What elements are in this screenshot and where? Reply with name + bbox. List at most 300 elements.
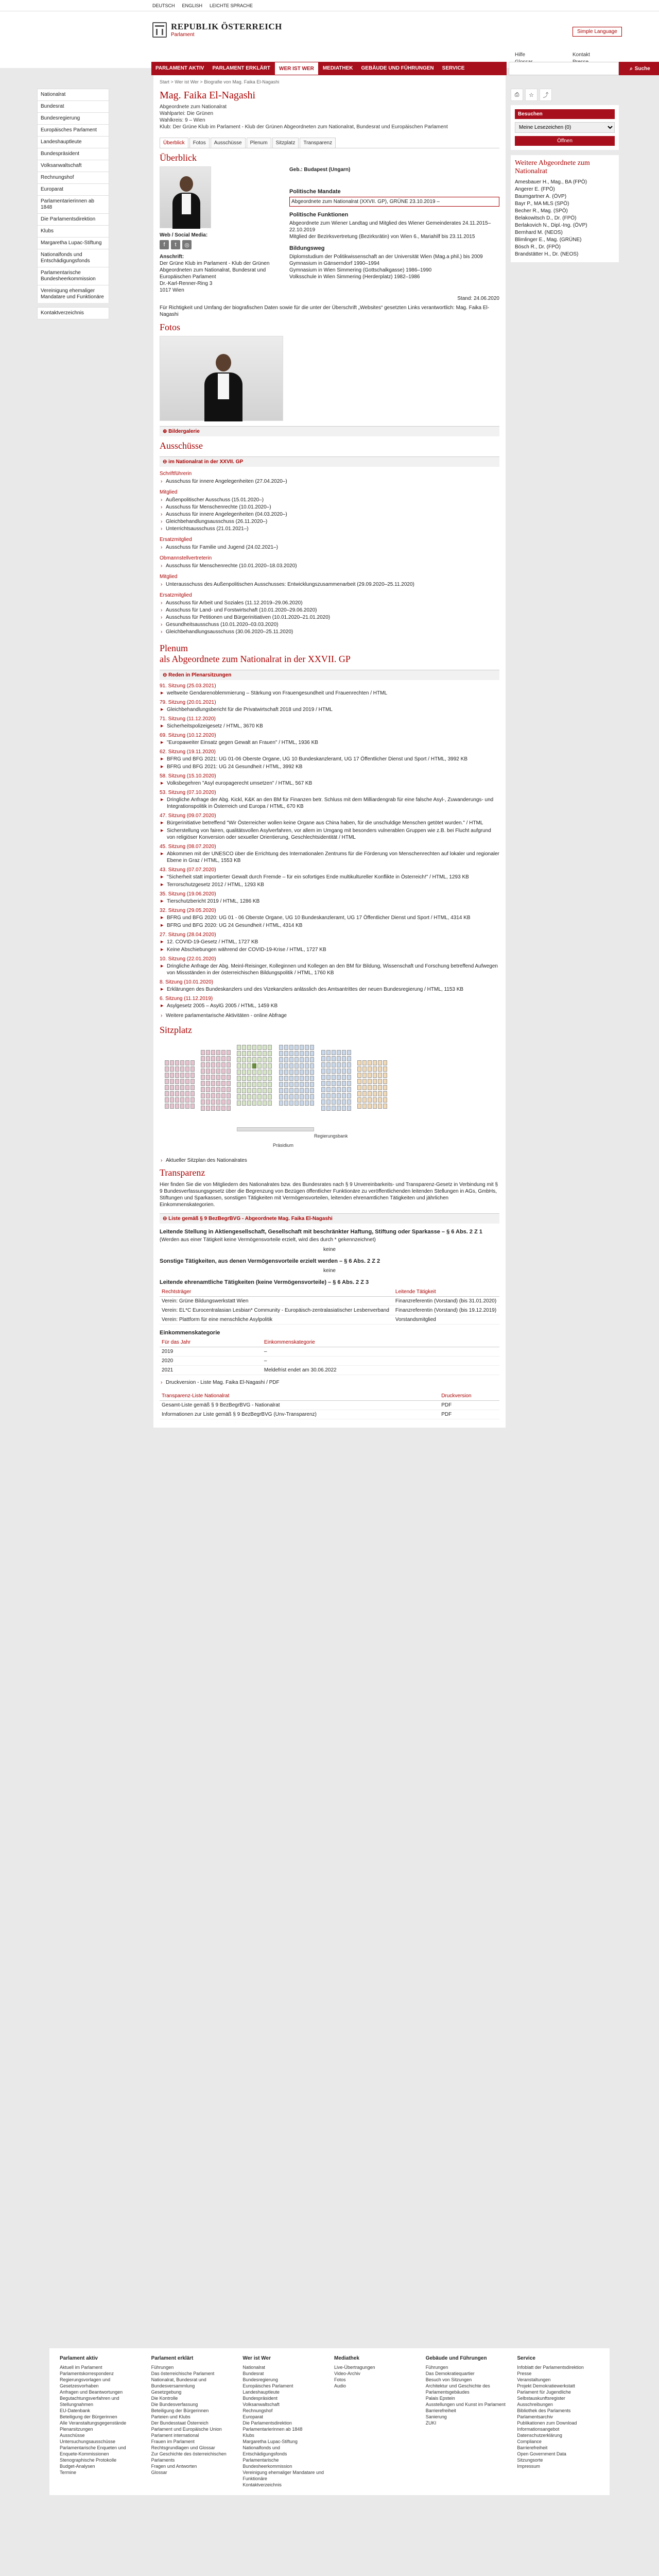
search-button-label: Suche [634, 65, 650, 72]
seat [294, 1051, 299, 1056]
sitting-head[interactable]: 45. Sitzung (08.07.2020) [160, 844, 216, 850]
facebook-icon[interactable]: f [160, 240, 169, 249]
sitting-head[interactable]: 69. Sitzung (10.12.2020) [160, 733, 216, 738]
tab-ueberblick[interactable]: Überblick [160, 138, 188, 148]
sitting-head[interactable]: 32. Sitzung (29.05.2020) [160, 908, 216, 913]
druck-link[interactable]: › Druckversion - Liste Mag. Faika El-Nagashi / PDF [160, 1379, 499, 1386]
footer-link[interactable]: Ausstellungen und Kunst im Parlament [425, 2402, 506, 2407]
seat [263, 1057, 267, 1062]
birth-info: Geb.: Budapest (Ungarn) [289, 167, 351, 173]
gallery-photo[interactable] [160, 336, 283, 421]
leftnav-item[interactable]: Nationalfonds und Entschädigungsfonds [37, 249, 109, 267]
sitzplatz-title: Sitzplatz [160, 1025, 192, 1035]
education-entry: Gymnasium in Wien Simmering (Gottschalkgasse) 1986–1990 [289, 267, 432, 273]
leitende-note: (Werden aus einer Tätigkeit keine Vermögensvorteile erzielt, wird dies durch * gekennzeichnet) [160, 1237, 376, 1243]
address-line: Der Grüne Klub im Parlament - Klub der Grünen Abgeordneten zum Nationalrat, Bundesrat und Europäischen Parlament [160, 261, 270, 280]
footer-link[interactable]: Kontaktverzeichnis [242, 2482, 282, 2487]
speech-item[interactable]: ▶ Sicherstellung von fairen, qualitätsvollen Asylverfahren, vor allem im Umgang mit besonders vulnerablen Gruppen wie z.B. bei Flucht aufgrund von religiöser Konversion oder sexueller Orientierung, Geschlechtsidentität / HTML [160, 827, 499, 841]
liste-accordion[interactable]: ⊖ Liste gemäß § 9 BezBegrBVG - Abgeordnete Mag. Faika El-Nagashi [160, 1213, 499, 1224]
left-nav [37, 89, 109, 319]
sitting-head[interactable]: 71. Sitzung (11.12.2020) [160, 716, 216, 722]
seat [190, 1104, 195, 1109]
committee-item[interactable]: › Ausschuss für Arbeit und Soziales (11.12.2019–29.06.2020) [160, 600, 499, 607]
sitting-head[interactable]: 58. Sitzung (15.10.2020) [160, 773, 216, 779]
footer-link[interactable]: Bibliothek des Parlaments [517, 2408, 571, 2413]
leftnav-item[interactable]: Europäisches Parlament [37, 124, 109, 136]
sitting-head[interactable]: 43. Sitzung (07.07.2020) [160, 867, 216, 873]
committee-item[interactable]: › Ausschuss für Familie und Jugend (24.02.2021–) [160, 544, 499, 551]
seat [284, 1063, 288, 1069]
footer-link[interactable]: Compliance [517, 2439, 542, 2444]
sitting-head[interactable]: 6. Sitzung (11.12.2019) [160, 996, 213, 1002]
speech-item[interactable]: ▶ Terrorschutzgesetz 2012 / HTML, 1293 KB [160, 882, 499, 888]
footer-column-title[interactable]: Wer ist Wer [242, 2355, 271, 2361]
other-member-link[interactable]: Bösch R., Dr. (FPÖ) [515, 244, 561, 250]
footer-column-title[interactable]: Mediathek [334, 2355, 359, 2361]
committee-item[interactable]: › Gesundheitsausschuss (10.01.2020–03.03.2020) [160, 621, 499, 629]
leftnav-item[interactable]: Bundesrat [37, 100, 109, 112]
leftnav-item[interactable]: Klubs [37, 225, 109, 237]
nav-gebaeude[interactable]: GEBÄUDE UND FÜHRUNGEN [361, 65, 434, 71]
footer-link[interactable]: Parlament international [151, 2433, 199, 2438]
education-entry: Volksschule in Wien Simmering (Herderplatz) 1982–1986 [289, 274, 420, 280]
seat [185, 1091, 189, 1096]
footer-link[interactable]: Budget-Analysen [60, 2464, 95, 2469]
speech-item[interactable]: ▶ Asylgesetz 2005 – AsylG 2005 / HTML, 1459 KB [160, 1003, 499, 1009]
seat [347, 1056, 351, 1061]
other-member-link[interactable]: Belakowitsch D., Dr. (FPÖ) [515, 215, 577, 221]
seat [383, 1104, 387, 1109]
footer-link[interactable]: Rechnungshof [242, 2408, 273, 2413]
footer-link[interactable]: Nationalfonds und Entschädigungsfonds [242, 2445, 287, 2456]
footer-column-title[interactable]: Gebäude und Führungen [425, 2355, 487, 2361]
cell: – [262, 1357, 499, 1366]
seat [289, 1082, 293, 1087]
footer-link[interactable]: Landeshauptleute [242, 2389, 280, 2395]
footer-column-title[interactable]: Service [517, 2355, 535, 2361]
speech-item[interactable]: ▶ BFRG und BFG 2021: UG 01-06 Oberste Organe, UG 10 Bundeskanzleramt, UG 17 Öffentlicher Dienst und Sport / HTML, 3992 KB [160, 756, 499, 762]
footer-link[interactable]: Der Bundesstaat Österreich [151, 2420, 209, 2426]
seat [185, 1085, 189, 1090]
footer-link[interactable]: Informationsangebot [517, 2427, 560, 2432]
footer-link[interactable]: Das Demokratiequartier [425, 2371, 475, 2376]
footer-link[interactable]: Alle Veranstaltungsgegenstände [60, 2420, 127, 2426]
footer-link[interactable]: Architektur und Geschichte des Parlamentsgebäudes [425, 2383, 490, 2395]
tab-plenum[interactable]: Plenum [247, 138, 271, 148]
footer-link[interactable]: Frauen im Parlament [151, 2439, 195, 2444]
seat [373, 1079, 377, 1084]
other-member-link[interactable]: Becher R., Mag. (SPÖ) [515, 208, 568, 214]
speech-item[interactable]: ▶ Gleichbehandlungsbericht für die Privatwirtschaft 2018 und 2019 / HTML [160, 706, 499, 713]
main-nav [151, 62, 507, 75]
speech-item[interactable]: ▶ Tierschutzbericht 2019 / HTML, 1286 KB [160, 898, 499, 905]
role-label: Ersatzmitglied [160, 537, 192, 543]
footer-link[interactable]: Open Government Data [517, 2451, 566, 2456]
seat [211, 1087, 215, 1092]
leftnav-item[interactable]: Landeshauptleute [37, 136, 109, 148]
pdf-link[interactable]: PDF [439, 1401, 499, 1410]
speech-item[interactable]: ▶ Keine Abschiebungen während der COVID-19-Krise / HTML, 1727 KB [160, 946, 499, 953]
seat [300, 1082, 304, 1087]
footer-link[interactable]: Video-Archiv [334, 2371, 360, 2376]
seat [216, 1099, 220, 1105]
tab-sitzplatz[interactable]: Sitzplatz [272, 138, 299, 148]
seat [321, 1050, 325, 1055]
leftnav-item[interactable]: Parlamentarierinnen ab 1848 [37, 195, 109, 213]
footer-column-title[interactable]: Parlament aktiv [60, 2355, 98, 2361]
speech-item[interactable]: ▶ BFRG und BFG 2020: UG 24 Gesundheit / HTML, 4314 KB [160, 922, 499, 929]
footer-link[interactable]: Führungen [425, 2365, 448, 2370]
download-link[interactable]: Informationen zur Liste gemäß § 9 BezBegrBVG (Unv-Transparenz) [160, 1410, 439, 1419]
footer-link[interactable]: Untersuchungsausschüsse [60, 2439, 116, 2444]
committee-item[interactable]: › Unterausschuss des Außenpolitischen Ausschusses: Entwicklungszusammenarbeit (29.09.2020–25.11.2020) [160, 581, 499, 588]
footer-link[interactable]: Selbstauskunftsregister [517, 2396, 565, 2401]
footer-link[interactable]: Nationalrat, Bundesrat und Bundesversammlung [151, 2377, 206, 2388]
language-bar [0, 0, 659, 11]
footer-link[interactable]: Regierungsvorlagen und Gesetzesvorhaben [60, 2377, 111, 2388]
tab-fotos[interactable]: Fotos [189, 138, 210, 148]
footer-link[interactable]: Palais Epstein [425, 2396, 455, 2401]
footer-link[interactable]: Stenographische Protokolle [60, 2458, 117, 2463]
sitting-head[interactable]: 10. Sitzung (22.01.2020) [160, 956, 216, 962]
speech-item[interactable]: ▶ Sicherheitspolizeigesetz / HTML, 3670 KB [160, 723, 499, 730]
footer-link[interactable]: Fotos [334, 2377, 346, 2382]
seat [227, 1099, 231, 1105]
footer-link[interactable]: Sitzungsorte [517, 2458, 543, 2463]
sitting-head[interactable]: 53. Sitzung (07.10.2020) [160, 790, 216, 795]
committee-item[interactable]: › Ausschuss für Land- und Forstwirtschaft (10.01.2020–29.06.2020) [160, 607, 499, 614]
seat [257, 1057, 262, 1062]
praesidium-label: Präsidium [273, 1143, 294, 1148]
sitting-head[interactable]: 62. Sitzung (19.11.2020) [160, 749, 216, 755]
seat [342, 1087, 346, 1092]
seat [190, 1085, 195, 1090]
speech-item[interactable]: ▶ Abkommen mit der UNESCO über die Errichtung des Internationalen Zentrums für die Förderung von Menschenrechten auf lokaler und regionaler Ebene in Graz / HTML, 1553 KB [160, 851, 499, 864]
seat [180, 1066, 184, 1072]
footer-link[interactable]: Parlamentarische Bundesheerkommission [242, 2458, 292, 2469]
sitting-head[interactable]: 27. Sitzung (28.04.2020) [160, 932, 216, 938]
other-member-link[interactable]: Amesbauer H., Mag., BA (FPÖ) [515, 179, 587, 185]
footer-link[interactable]: Veranstaltungen [517, 2377, 551, 2382]
speech-item[interactable]: ▶ weltweite Gendarenoblemmierung – Stärkung von Frauengesundheit und Frauenrechten / HTML [160, 690, 499, 697]
nav-wer-ist-wer[interactable]: WER IST WER [274, 62, 319, 75]
seat [185, 1073, 189, 1078]
footer-link[interactable]: EU-Datenbank [60, 2408, 91, 2413]
seat [321, 1075, 325, 1080]
footer-link[interactable]: Publikationen zum Download [517, 2420, 577, 2426]
logo-subtitle: Parlament [171, 32, 195, 38]
logo[interactable] [152, 22, 282, 38]
footer-link[interactable]: Klubs [242, 2433, 254, 2438]
footer-link[interactable]: Parlamentsarchiv [517, 2414, 553, 2419]
search-input[interactable] [509, 62, 619, 75]
seat [294, 1070, 299, 1075]
sitting-head[interactable]: 47. Sitzung (09.07.2020) [160, 813, 216, 819]
nav-mediathek[interactable]: MEDIATHEK [322, 65, 353, 71]
footer-link[interactable]: Margaretha Lupac-Stiftung [242, 2439, 298, 2444]
committee-item[interactable]: › Ausschuss für Menschenrechte (10.01.2020–) [160, 504, 499, 511]
footer-link[interactable]: Parlamentarierinnen ab 1848 [242, 2427, 303, 2432]
footer-link[interactable]: Volksanwaltschaft [242, 2402, 280, 2407]
seat [190, 1079, 195, 1084]
speech-item[interactable]: ▶ 12. COVID-19-Gesetz / HTML, 1727 KB [160, 939, 499, 945]
seat [357, 1060, 361, 1065]
footer-link[interactable]: Termine [60, 2470, 77, 2475]
open-button[interactable]: Öffnen [515, 136, 615, 146]
footer-link[interactable]: Glossar [151, 2470, 167, 2475]
download-link[interactable]: Gesamt-Liste gemäß § 9 BezBegrBVG - Nationalrat [160, 1401, 439, 1410]
nav-parlament-aktiv[interactable]: PARLAMENT AKTIV [155, 65, 204, 71]
seat [321, 1087, 325, 1092]
reden-accordion[interactable]: ⊖ Reden in Plenarsitzungen [160, 670, 499, 680]
search-button[interactable] [619, 62, 659, 75]
committee-item[interactable]: › Ausschuss für innere Angelegenheiten (27.04.2020–) [160, 478, 499, 485]
instagram-icon[interactable]: ◎ [182, 240, 192, 249]
seat [242, 1082, 246, 1087]
other-member-link[interactable]: Brandstätter H., Dr. (NEOS) [515, 251, 579, 257]
seat [378, 1104, 382, 1109]
footer-link[interactable]: Rechtsgrundlagen und Glossar [151, 2445, 215, 2450]
seat [201, 1075, 205, 1080]
seat [289, 1057, 293, 1062]
leftnav-item[interactable]: Margaretha Lupac-Stiftung [37, 237, 109, 249]
speech-item[interactable]: ▶ "Sicherheit statt importierter Gewalt durch Fremde – für ein sofortiges Ende multikultureller Konflikte in Österreich!" / HTML, 1293 KB [160, 874, 499, 880]
committee-item[interactable]: › Ausschuss für Petitionen und Bürgerinitiativen (10.01.2020–21.01.2020) [160, 614, 499, 621]
speech-item[interactable]: ▶ BFRG und BFG 2020: UG 01 - 06 Oberste Organe, UG 10 Bundeskanzleramt, UG 17 Öffentlicher Dienst und Sport / HTML, 4314 KB [160, 914, 499, 921]
footer-link[interactable]: Die Kontrolle [151, 2396, 178, 2401]
seat [337, 1050, 341, 1055]
print-icon[interactable]: ⎙ [511, 89, 523, 101]
seat [185, 1079, 189, 1084]
seat [175, 1079, 179, 1084]
leftnav-item[interactable]: Bundesregierung [37, 112, 109, 124]
footer-link[interactable]: Parteien und Klubs [151, 2414, 190, 2419]
footer-link[interactable]: Bundespräsident [242, 2396, 278, 2401]
seat [284, 1076, 288, 1081]
leftnav-contact[interactable]: Kontaktverzeichnis [37, 307, 109, 319]
seat [279, 1100, 283, 1106]
footer-link[interactable]: Parlament und Europäische Union [151, 2427, 222, 2432]
seat [268, 1070, 272, 1075]
ausschuesse-accordion[interactable]: ⊖ im Nationalrat in der XXVII. GP [160, 456, 499, 467]
footer-link[interactable]: Die Bundesverfassung [151, 2402, 198, 2407]
responsibility-note: Für Richtigkeit und Umfang der biografischen Daten sowie für die unter der Überschrift „Websites“ gesetzten Links verantwortlich: Mag. Faika El-Nagashi [160, 305, 490, 317]
footer-link[interactable]: Fragen und Antworten [151, 2464, 197, 2469]
table-row [160, 1357, 499, 1366]
share-icon[interactable]: ⤴ [540, 89, 552, 101]
footer-link[interactable]: Ausschreibungen [517, 2402, 553, 2407]
seat [206, 1081, 210, 1086]
leftnav-item[interactable]: Europarat [37, 183, 109, 195]
other-member-link[interactable]: Berlakovich N., Dipl.-Ing. (ÖVP) [515, 223, 587, 228]
footer-link[interactable]: Begutachtungsverfahren und Stellungnahmen [60, 2396, 119, 2407]
footer-link[interactable]: Barrierefreiheit [517, 2445, 548, 2450]
seat [206, 1062, 210, 1067]
speech-item[interactable]: ▶ Dringliche Anfrage der Abg. Kickl, K&K an den BM für Finanzen betr. Schluss mit dem Milliardengrab für eine falsche Asyl-, Zuwanderungs- und Integrationspolitik in Österreich und Europa / HTML, 670 KB [160, 796, 499, 810]
tab-ausschuesse[interactable]: Ausschüsse [211, 138, 246, 148]
tab-transparenz[interactable]: Transparenz [300, 138, 336, 148]
footer-link[interactable]: Zur Geschichte des österreichischen Parlaments [151, 2451, 227, 2463]
help-link[interactable]: Hilfe [515, 52, 526, 58]
footer-link[interactable]: Beteiligung der Bürgerinnen [151, 2408, 209, 2413]
seat [170, 1066, 174, 1072]
speech-item[interactable]: ▶ Bürgerinitiative betreffend "Wir Österreicher wollen keine Organe aus China haben, für die unschuldige Menschen getötet wurden." / HTML [160, 820, 499, 826]
other-member-link[interactable]: Bayr P., MA MLS (SPÖ) [515, 201, 569, 207]
footer-link[interactable]: Führungen [151, 2365, 174, 2370]
seat [211, 1062, 215, 1067]
seat [310, 1057, 314, 1062]
seat [362, 1091, 367, 1096]
bookmark-icon[interactable]: ☆ [525, 89, 537, 101]
weitere-link[interactable]: › Weitere parlamentarische Aktivitäten - online Abfrage [160, 1012, 499, 1020]
seat [242, 1100, 246, 1106]
footer-link[interactable]: Europäisches Parlament [242, 2383, 293, 2388]
portrait-photo[interactable] [160, 166, 211, 228]
seat [252, 1100, 256, 1106]
speech-item[interactable]: ▶ BFRG und BFG 2021: UG 24 Gesundheit / HTML, 3992 KB [160, 764, 499, 770]
seat [257, 1051, 262, 1056]
seat [362, 1104, 367, 1109]
lang-easy-link[interactable]: LEICHTE SPRACHE [210, 3, 253, 8]
seat [305, 1094, 309, 1099]
seat [227, 1093, 231, 1098]
sitting-head[interactable]: 35. Sitzung (19.06.2020) [160, 891, 216, 897]
seat [180, 1079, 184, 1084]
seat [378, 1060, 382, 1065]
footer-link[interactable]: Aktuell im Parlament [60, 2365, 102, 2370]
leftnav-item[interactable]: Parlamentarische Bundesheerkommission [37, 267, 109, 285]
committee-item[interactable]: › Gleichbehandlungsausschuss (26.11.2020–) [160, 518, 499, 526]
other-member-link[interactable]: Angerer E. (FPÖ) [515, 187, 555, 192]
footer-link[interactable]: Vereinigung ehemaliger Mandatare und Funktionäre [242, 2470, 324, 2481]
own-seat [252, 1063, 256, 1069]
twitter-icon[interactable]: t [171, 240, 180, 249]
seat [185, 1104, 189, 1109]
right-column [511, 89, 619, 267]
committee-item[interactable]: › Gleichbehandlungsausschuss (30.06.2020–25.11.2020) [160, 629, 499, 636]
bildergalerie-link[interactable]: ⊕ Bildergalerie [160, 426, 499, 436]
seat [337, 1093, 341, 1098]
sitting-head[interactable]: 91. Sitzung (25.03.2021) [160, 683, 216, 689]
committee-item[interactable]: › Unterrichtsausschuss (21.01.2021–) [160, 526, 499, 533]
main-content [153, 75, 506, 1428]
seat [368, 1060, 372, 1065]
sitzplan-link[interactable]: › Aktueller Sitzplan des Nationalrates [160, 1157, 499, 1164]
footer-link[interactable]: Besuch von Sitzungen [425, 2377, 472, 2382]
footer-link[interactable]: Projekt Demokratiewerkstatt [517, 2383, 575, 2388]
footer-link[interactable]: Bundesrat [242, 2371, 264, 2376]
seat [347, 1075, 351, 1080]
speech-item[interactable]: ▶ Volksbegehren "Asyl europagerecht umsetzen" / HTML, 567 KB [160, 780, 499, 787]
speech-item[interactable]: ▶ Dringliche Anfrage der Abg. Meinl-Reisinger, Kolleginnen und Kollegen an den BM für Bildung, Wissenschaft und Forschung betreffend Aufwegen von Missständen in der österreichischen Bildungspolitik / HTML, 1760 KB [160, 963, 499, 976]
other-member-link[interactable]: Bernhard M. (NEOS) [515, 230, 563, 235]
seat [294, 1063, 299, 1069]
seat [221, 1075, 226, 1080]
footer-link[interactable]: ZUKI [425, 2420, 437, 2426]
seat [300, 1063, 304, 1069]
leftnav-item[interactable]: Die Parlamentsdirektion [37, 213, 109, 225]
footer-link[interactable]: Parlamentarische Enqueten und Enquete-Kommissionen [60, 2445, 126, 2456]
lang-en-link[interactable]: ENGLISH [182, 3, 203, 8]
seat [321, 1093, 325, 1098]
leftnav-item[interactable]: Rechnungshof [37, 172, 109, 183]
footer-link[interactable]: Live-Übertragungen [334, 2365, 375, 2370]
simple-language-button[interactable]: Simple Language [573, 27, 622, 37]
seat [310, 1082, 314, 1087]
nav-service[interactable]: SERVICE [442, 65, 465, 71]
seat [279, 1076, 283, 1081]
lang-de-link[interactable]: DEUTSCH [152, 3, 175, 8]
footer-link[interactable]: Die Parlamentsdirektion [242, 2420, 292, 2426]
seat [347, 1050, 351, 1055]
footer-link[interactable]: Bundesregierung [242, 2377, 278, 2382]
committee-item[interactable]: › Ausschuss für innere Angelegenheiten (04.03.2020–) [160, 511, 499, 518]
seat [263, 1082, 267, 1087]
footer-link[interactable]: Europarat [242, 2414, 263, 2419]
leftnav-item[interactable]: Volksanwaltschaft [37, 160, 109, 172]
footer-link[interactable]: Parlamentskorrespondenz [60, 2371, 114, 2376]
footer-link[interactable]: Infoblatt der Parlamentsdirektion [517, 2365, 584, 2370]
seat [237, 1100, 241, 1106]
leftnav-item[interactable]: Nationalrat [37, 89, 109, 100]
sitting-head[interactable]: 79. Sitzung (20.01.2021) [160, 700, 216, 705]
nav-parlament-erklaert[interactable]: PARLAMENT ERKLÄRT [212, 65, 271, 71]
speech-item[interactable]: ▶ "Europaweiter Einsatz gegen Gewalt an Frauen" / HTML, 1936 KB [160, 739, 499, 746]
seat [300, 1045, 304, 1050]
contact-link[interactable]: Kontakt [573, 52, 590, 58]
pdf-link[interactable]: PDF [439, 1410, 499, 1419]
leftnav-item[interactable]: Bundespräsident [37, 148, 109, 160]
speech-item[interactable]: ▶ Erklärungen des Bundeskanzlers und des Vizekanzlers anlässlich des Amtsantrittes der neuen Bundesregierung / HTML, 1153 KB [160, 986, 499, 993]
footer-link[interactable]: Anfragen und Beantwortungen [60, 2389, 123, 2395]
footer-link[interactable]: Barrierefreiheit [425, 2408, 456, 2413]
footer-link[interactable]: Ausschüsse [60, 2433, 85, 2438]
footer-link[interactable]: Datenschutzerklärung [517, 2433, 562, 2438]
seat [242, 1094, 246, 1099]
cell: 2020 [160, 1357, 262, 1366]
bookmark-select[interactable] [515, 122, 615, 133]
seat [216, 1062, 220, 1067]
seat [310, 1100, 314, 1106]
seat [294, 1088, 299, 1093]
leftnav-item[interactable]: Vereinigung ehemaliger Mandatare und Funktionäre [37, 285, 109, 303]
sitting-head[interactable]: 8. Sitzung (10.01.2020) [160, 979, 213, 985]
seat [175, 1060, 179, 1065]
committee-item[interactable]: › Ausschuss für Menschenrechte (10.01.2020–18.03.2020) [160, 563, 499, 570]
seat [237, 1094, 241, 1099]
footer-link[interactable]: Presse [517, 2371, 532, 2376]
other-members-title: Weitere Abgeordnete zum Nationalrat [515, 159, 590, 175]
footer-link[interactable]: Das österreichische Parlament [151, 2371, 215, 2376]
footer-link[interactable]: Plenarsitzungen [60, 2427, 93, 2432]
footer-link[interactable]: Audio [334, 2383, 346, 2388]
person-info [160, 104, 499, 130]
footer-link[interactable]: Impressum [517, 2464, 540, 2469]
footer-link[interactable]: Sanierung [425, 2414, 447, 2419]
other-member-link[interactable]: Baumgartner A. (ÖVP) [515, 194, 567, 199]
committee-item[interactable]: › Außenpolitischer Ausschuss (15.01.2020–) [160, 497, 499, 504]
footer-link[interactable]: Nationalrat [242, 2365, 265, 2370]
info-line: Klub: Der Grüne Klub im Parlament - Klub der Grünen Abgeordneten zum Nationalrat, Bundesrat und Europäischen Parlament [160, 124, 448, 130]
footer-link[interactable]: Beteiligung der Bürgerinnen [60, 2414, 117, 2419]
seat [201, 1106, 205, 1111]
footer-link[interactable]: Gesetzgebung [151, 2389, 182, 2395]
seat [263, 1045, 267, 1050]
footer-column-title[interactable]: Parlament erklärt [151, 2355, 194, 2361]
footer-link[interactable]: Parlament für Jugendliche [517, 2389, 571, 2395]
other-member-link[interactable]: Blimlinger E., Mag. (GRÜNE) [515, 237, 582, 243]
seat [310, 1088, 314, 1093]
